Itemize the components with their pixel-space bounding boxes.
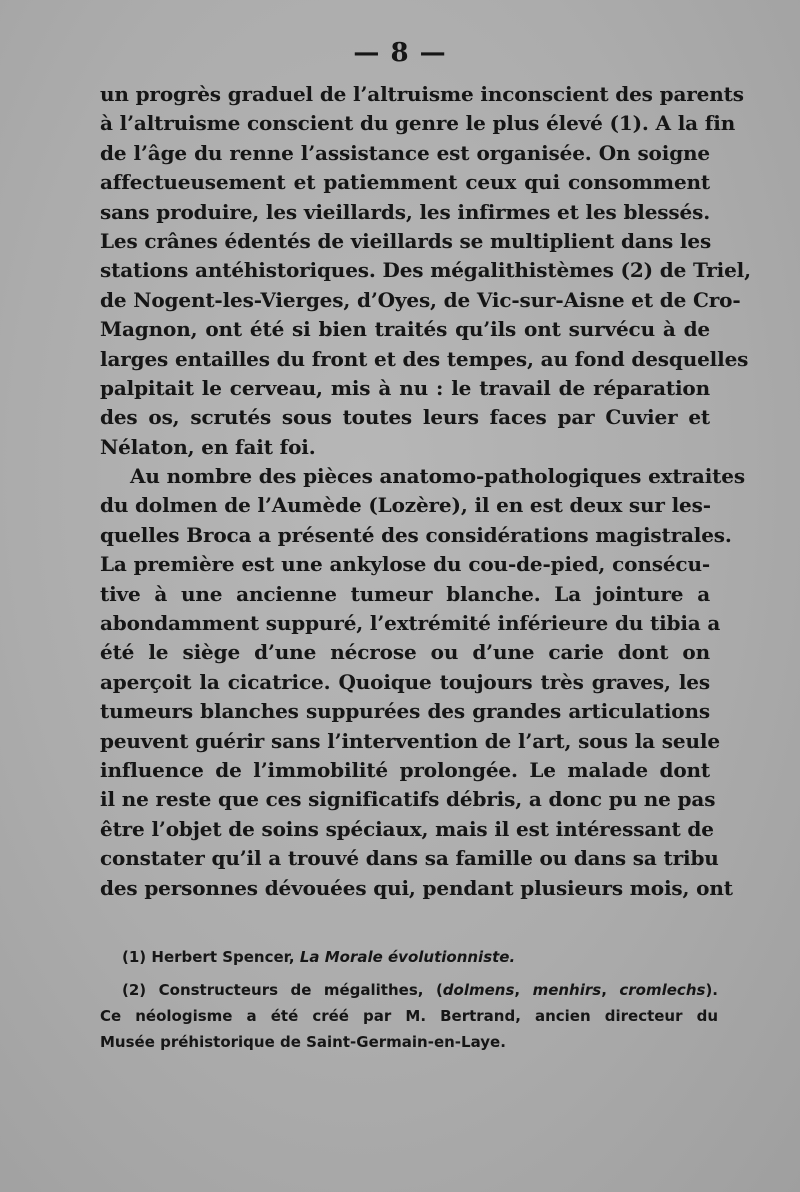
footnote-comma: , [514, 981, 521, 999]
text-line: du dolmen de l’Aumède (Lozère), il en est deux sur les- [100, 493, 711, 518]
paragraph-1 [100, 80, 751, 462]
text-line: des os, scrutés sous toutes leurs faces par Cuvier et [100, 405, 710, 430]
text-line: abondamment suppuré, l’extrémité inférieure du tibia a [100, 611, 721, 636]
footnote-title: La Morale évolutionniste. [299, 948, 516, 966]
text-line: été le siège d’une nécrose ou d’une carie dont on [100, 640, 710, 665]
footnote-2 [100, 977, 718, 1003]
text-line: Au nombre des pièces anatomo-pathologiques extraites [130, 464, 745, 489]
footnote-marker: (1) [122, 948, 147, 966]
footnote-term: cromlechs [619, 981, 706, 999]
text-line: de l’âge du renne l’assistance est organisée. On soigne [100, 140, 710, 165]
text-line: stations antéhistoriques. Des mégalithistèmes (2) de Triel, [100, 258, 751, 283]
footnote-2-line: Musée préhistorique de Saint-Germain-en-Laye. [100, 1033, 506, 1051]
footnote-marker: (2) [122, 981, 147, 999]
text-line: larges entailles du front et des tempes, au fond desquelles [100, 346, 749, 371]
text-line: palpitait le cerveau, mis à nu : le travail de réparation [100, 375, 710, 400]
text-line: tumeurs blanches suppurées des grandes articulations [100, 699, 710, 724]
footnote-paren: ( [435, 981, 443, 999]
text-line: Les crânes édentés de vieillards se multiplient dans les [100, 228, 712, 253]
text-line: influence de l’immobilité prolongée. Le malade dont [100, 757, 710, 782]
text-line: de Nogent-les-Vierges, d’Oyes, de Vic-sur-Aisne et de Cro- [100, 287, 741, 312]
footnote-paren: ). [705, 981, 718, 999]
footnote-comma: , [601, 981, 607, 999]
footnote-2-line: Ce néologisme a été créé par M. Bertrand, ancien directeur du [100, 1007, 718, 1025]
footnotes [100, 944, 718, 1055]
text-line: il ne reste que ces significatifs débris, a donc pu ne pas [100, 787, 716, 812]
text-line: La première est une ankylose du cou-de-pied, consécu- [100, 552, 710, 577]
text-line: constater qu’il a trouvé dans sa famille ou dans sa tribu [100, 846, 719, 871]
footnote-term: menhirs [532, 981, 602, 999]
text-line: être l’objet de soins spéciaux, mais il est intéressant de [100, 816, 714, 841]
text-line: aperçoit la cicatrice. Quoique toujours très graves, les [100, 669, 710, 694]
text-line: à l’altruisme conscient du genre le plus élevé (1). A la fin [100, 111, 736, 136]
footnote-1 [100, 944, 718, 970]
footnote-term: dolmens [442, 981, 515, 999]
text-line: peuvent guérir sans l’intervention de l’art, sous la seule [100, 728, 720, 753]
text-line: quelles Broca a présenté des considérations magistrales. [100, 522, 732, 547]
text-line: Nélaton, en fait foi. [100, 434, 316, 459]
footnote-author: Herbert Spencer, [151, 948, 295, 966]
paragraph-2 [100, 462, 745, 903]
footnote-text: Constructeurs de mégalithes, [158, 981, 424, 999]
text-line: affectueusement et patiemment ceux qui consomment [100, 170, 710, 195]
text-line: Magnon, ont été si bien traités qu’ils ont survécu à de [100, 317, 710, 342]
text-line: sans produire, les vieillards, les infirmes et les blessés. [100, 199, 711, 224]
text-line: un progrès graduel de l’altruisme inconscient des parents [100, 82, 744, 106]
body-text [100, 80, 751, 903]
text-line: des personnes dévouées qui, pendant plusieurs mois, ont [100, 875, 733, 900]
text-line: tive à une ancienne tumeur blanche. La jointure a [100, 581, 710, 606]
page-number: — 8 — [353, 38, 447, 68]
